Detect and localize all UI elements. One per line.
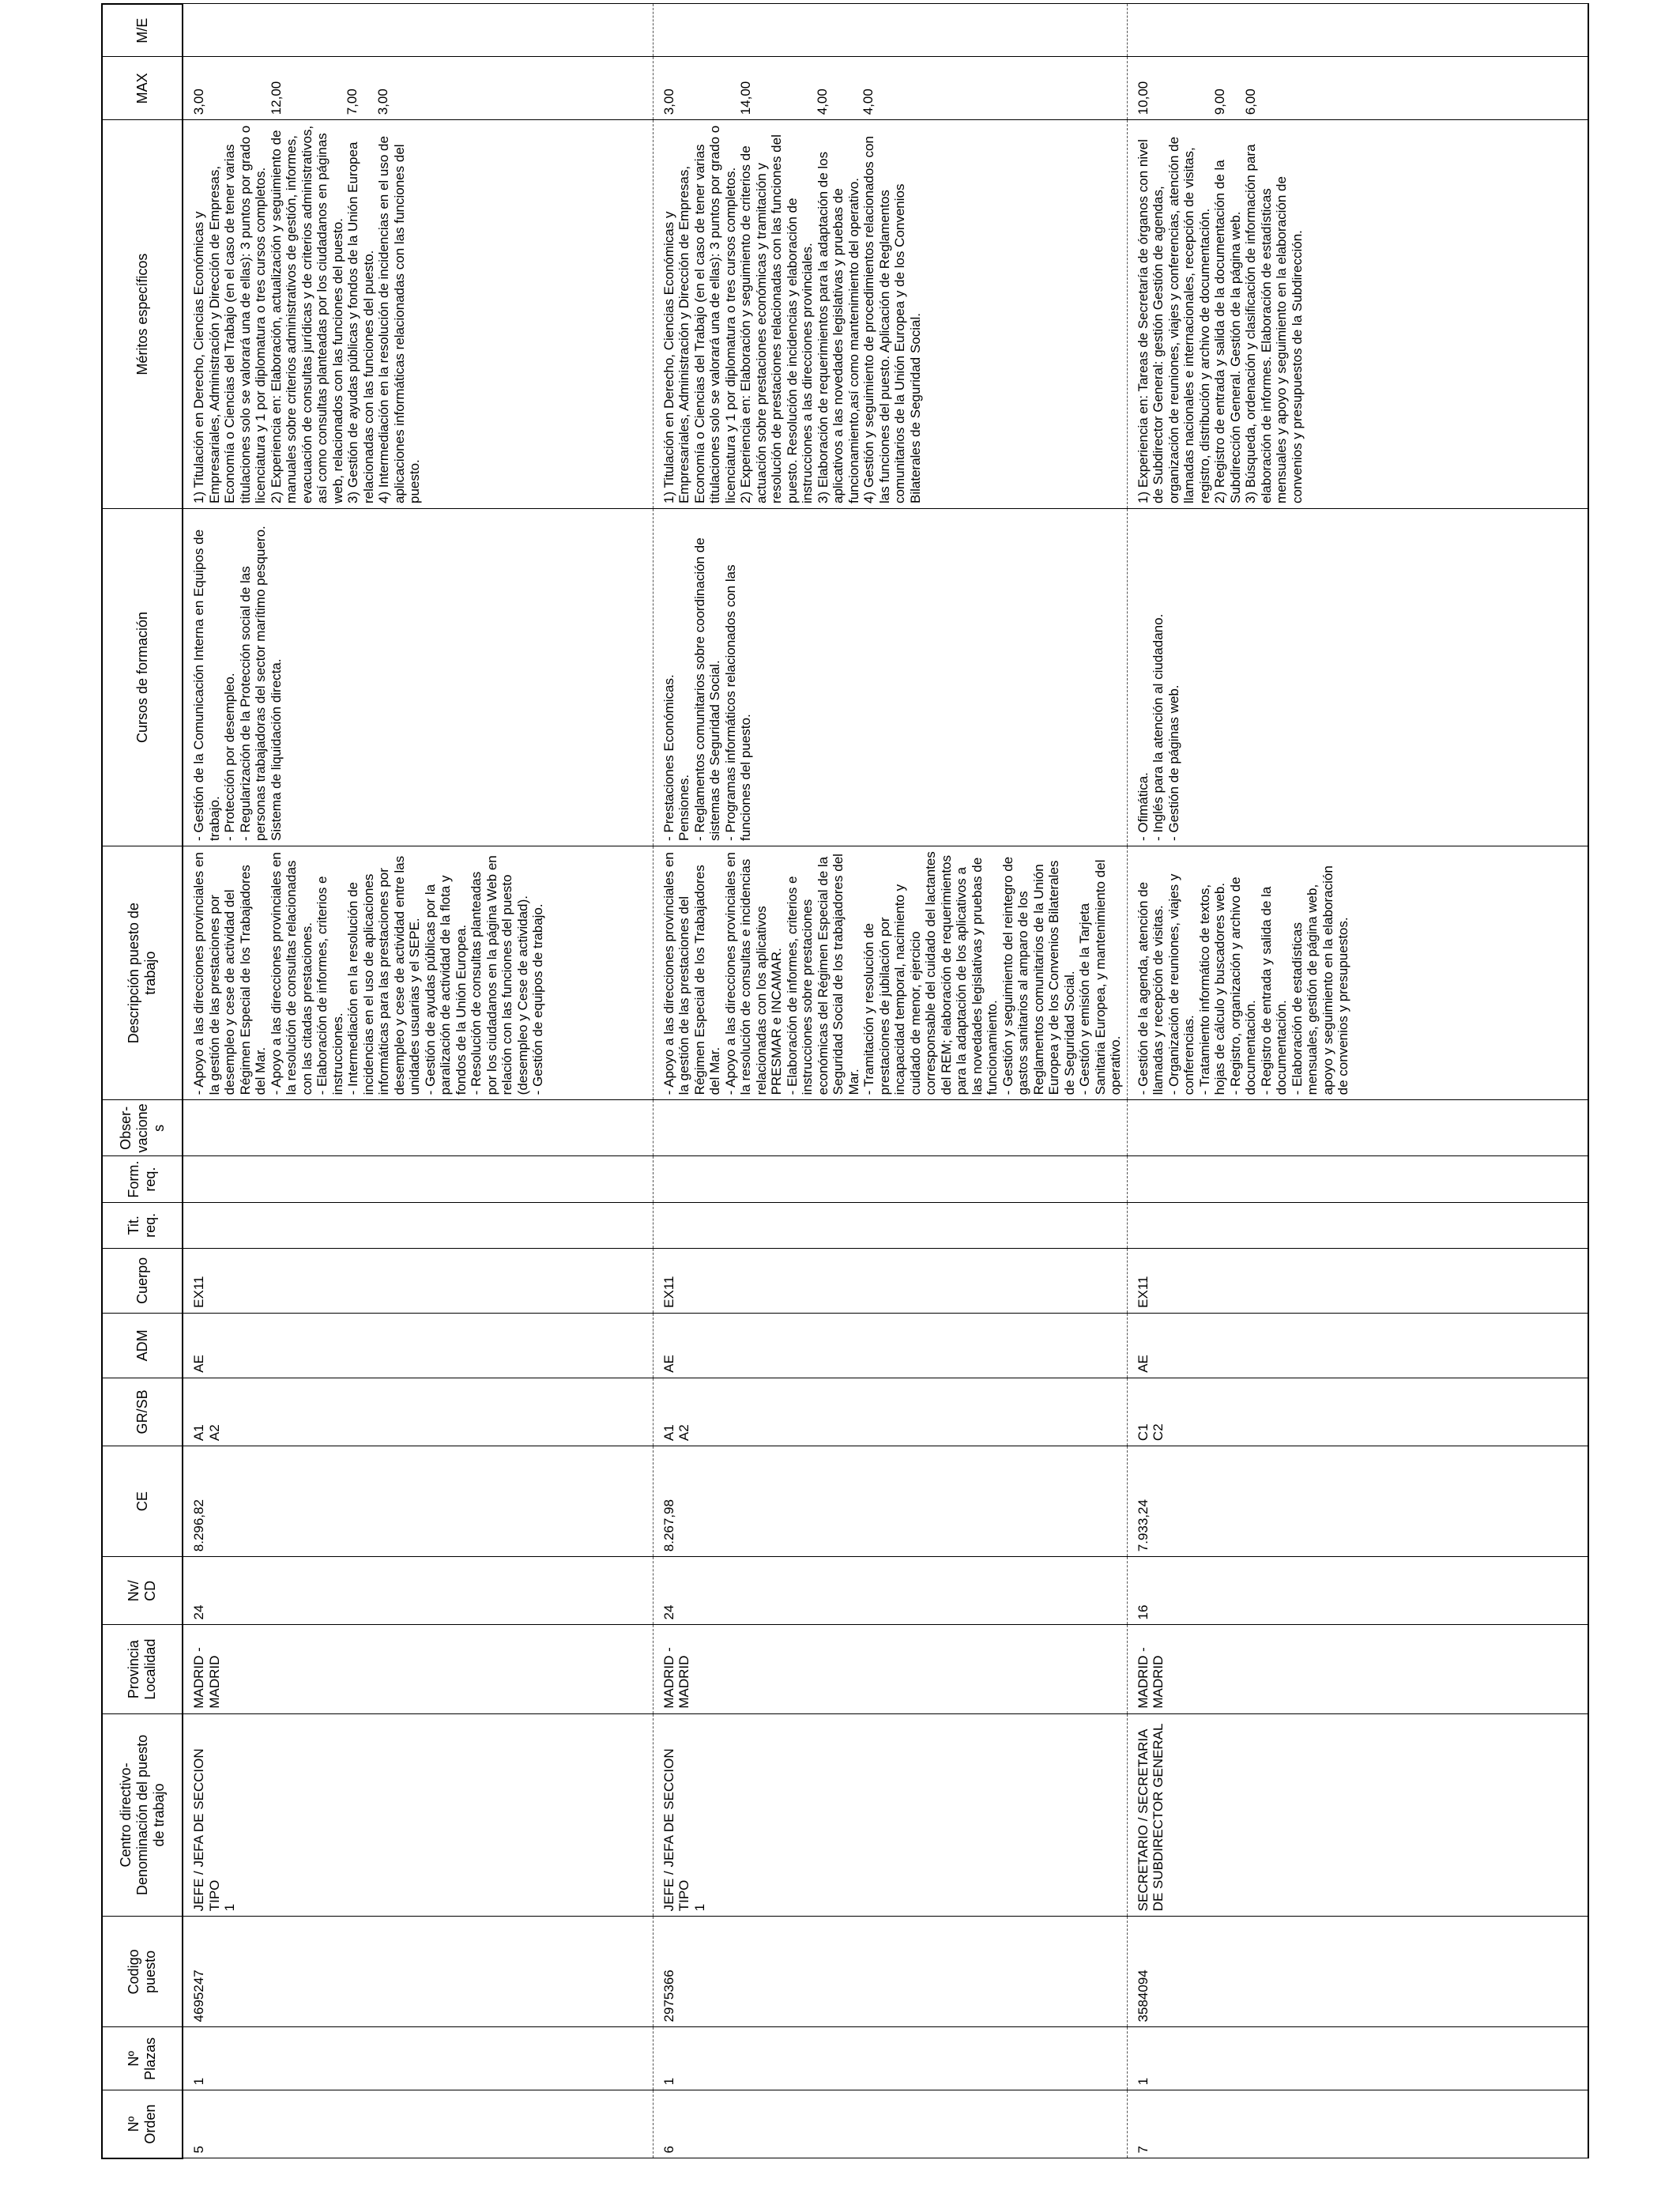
- cell-cursos: [653, 508, 1127, 846]
- cursos-value: - Gestión de la Comunicación Interna en Equipos de trabajo. - Protección por desempleo. - Regularización de la Protección social de las personas trabajadoras del sector marítimo pesquero. Sistema de liquidación directa.: [191, 526, 284, 841]
- cell-adm: [183, 1313, 653, 1378]
- merit-item: 3) Elaboración de requerimientos para la adaptación de los aplicativos a las novedades legislativas y pruebas de funcionamiento,así como mantenimiento del operativo.: [815, 151, 861, 503]
- table-body: [183, 4, 1588, 2158]
- cell-ce: [183, 1446, 653, 1557]
- centro-value: JEFE / JEFA DE SECCION TIPO 1: [191, 1748, 237, 1912]
- ce-value: 8.296,82: [191, 1499, 206, 1552]
- cuerpo-value: EX11: [1135, 1276, 1151, 1308]
- provincia-value: MADRID - MADRID: [1135, 1647, 1166, 1709]
- header-provincia: Provincia Localidad: [102, 1625, 183, 1713]
- header-ce: CE: [102, 1446, 183, 1557]
- cell-me: [183, 4, 653, 57]
- header-codigo: Codigo puesto: [102, 1917, 183, 2027]
- cell-grsb: [1127, 1378, 1588, 1446]
- ce-value: 8.267,98: [661, 1499, 676, 1552]
- cell-orden: [1127, 2090, 1588, 2158]
- cell-centro: [183, 1713, 653, 1917]
- merit-item: 1) Titulación en Derecho, Ciencias Económicas y Empresariales, Administración y Dirección de Empresas, Economía o Ciencias del Trabajo (en el caso de tener varias titulaciones solo se valorará una de ellas): 3 puntos por grado o licenciatura y 1 por diplomatura o tres cursos completos.: [661, 125, 738, 503]
- cell-adm: [653, 1313, 1127, 1378]
- cell-nivcd: [653, 1557, 1127, 1625]
- header-nivcd: Nv/ CD: [102, 1557, 183, 1625]
- cell-cuerpo: [1127, 1248, 1588, 1313]
- cell-cursos: [1127, 508, 1588, 846]
- header-me: M/E: [102, 4, 183, 57]
- header-grsb: GR/SB: [102, 1378, 183, 1446]
- cuerpo-value: EX11: [661, 1276, 676, 1308]
- cell-form: [653, 1156, 1127, 1202]
- cell-tit: [653, 1202, 1127, 1248]
- cell-me: [653, 4, 1127, 57]
- merit-max-value: 10,00: [1135, 81, 1151, 115]
- header-centro: Centro directivo- Denominación del puesto de trabajo: [102, 1713, 183, 1917]
- cell-centro: [653, 1713, 1127, 1917]
- ce-value: 7.933,24: [1135, 1499, 1151, 1552]
- codigo-value: 4695247: [191, 1970, 206, 2022]
- cell-codigo: [183, 1917, 653, 2027]
- merit-item: 1) Titulación en Derecho, Ciencias Económicas y Empresariales, Administración y Dirección de Empresas, Economía o Ciencias del Trabajo (en el caso de tener varias titulaciones solo se valorará una de ellas): 3 puntos por grado o licenciatura y 1 por diplomatura o tres cursos completos.: [191, 125, 268, 503]
- cell-codigo: [1127, 1917, 1588, 2027]
- cell-adm: [1127, 1313, 1588, 1378]
- adm-value: AE: [661, 1355, 676, 1373]
- cell-centro: [1127, 1713, 1588, 1917]
- provincia-value: MADRID - MADRID: [191, 1647, 222, 1709]
- header-plazas: Nº Plazas: [102, 2027, 183, 2090]
- merit-max-value: 9,00: [1212, 89, 1227, 115]
- merit-item: 3) Gestión de ayudas públicas y fondos de la Unión Europea relacionadas con las funciones del puesto.: [345, 141, 376, 503]
- cell-nivcd: [1127, 1557, 1588, 1625]
- header-meritos: Méritos específicos: [102, 120, 183, 509]
- desc-value: - Apoyo a las direcciones provinciales en la gestión de las prestaciones por desempleo y cese de actividad del Régimen Especial de los Trabajadores del Mar. - Apoyo a las direcciones provinciales en la resolución de consultas relacionadas con las citadas prestaciones. - Elaboración de informes, criterios e instrucciones. - Intermediación en la resolución de incidencias en el uso de aplicaciones informáticas para las prestaciones por desempleo y cese de actividad entre las unidades usuarias y el SEPE. - Gestión de ayudas públicas por la paralización de actividad de la flota y fondos de la Unión Europea. - Resolución de consultas planteadas por los ciudadanos en la página Web en relación con las funciones del puesto (desempleo y Cese de actividad). - Gestión de equipos de trabajo.: [191, 852, 545, 1095]
- merit-max-value: 3,00: [375, 89, 390, 115]
- orden-value: 5: [191, 2146, 206, 2154]
- header-tit: Tit. req.: [102, 1202, 183, 1248]
- adm-value: AE: [191, 1355, 206, 1373]
- cell-form: [183, 1156, 653, 1202]
- centro-value: SECRETARIO / SECRETARIA DE SUBDIRECTOR GENERAL: [1135, 1723, 1166, 1912]
- cuerpo-value: EX11: [191, 1276, 206, 1308]
- header-obs: Obser- vaciones: [102, 1100, 183, 1156]
- job-positions-table: [101, 3, 1589, 2159]
- cursos-value: - Ofimática. - Inglés para la atención al ciudadano. - Gestión de páginas web.: [1135, 613, 1181, 841]
- cell-max: [183, 57, 653, 120]
- cell-plazas: [183, 2027, 653, 2090]
- desc-value: - Gestión de la agenda, atención de llamadas y recepción de visitas. - Organización de reuniones, viajes y conferencias. - Tratamiento informático de textos, hojas de cálculo y buscadores web. - Registro, organización y archivo de documentación. - Registro de entrada y salida de la documentación. - Elaboración de estadísticas mensuales, gestión de página web, apoyo y seguimiento en la elaboración de convenios y presupuestos.: [1135, 865, 1350, 1095]
- cell-cursos: [183, 508, 653, 846]
- header-desc: Descripción puesto de trabajo: [102, 846, 183, 1100]
- merit-item: 1) Experiencia en: Tareas de Secretaría de órganos con nivel de Subdirector General: gestión Gestión de agendas, organización de reuniones, viajes y conferencias, atención de llamadas nacionales e internacionales, recepción de visitas, registro, distribución y archivo de documentación.: [1135, 136, 1212, 503]
- codigo-value: 3584094: [1135, 1970, 1151, 2022]
- cell-ce: [1127, 1446, 1588, 1557]
- merit-item: 4) Intermediación en la resolución de incidencias en el uso de aplicaciones informáticas relacionadas con las funciones del puesto.: [376, 136, 422, 503]
- table-row: [653, 4, 1127, 2158]
- cell-obs: [653, 1100, 1127, 1156]
- cell-form: [1127, 1156, 1588, 1202]
- orden-value: 7: [1135, 2146, 1151, 2154]
- cell-nivcd: [183, 1557, 653, 1625]
- cell-desc: [653, 846, 1127, 1100]
- header-cuerpo: Cuerpo: [102, 1248, 183, 1313]
- plazas-value: 1: [661, 2077, 676, 2086]
- codigo-value: 2975366: [661, 1970, 676, 2022]
- centro-value: JEFE / JEFA DE SECCION TIPO 1: [661, 1748, 707, 1912]
- cell-provincia: [653, 1625, 1127, 1713]
- grsb-value: A1 A2: [661, 1424, 691, 1442]
- header-cursos: Cursos de formación: [102, 508, 183, 846]
- merit-max-value: 7,00: [345, 89, 360, 115]
- nivcd-value: 16: [1135, 1604, 1151, 1620]
- cell-max: [1127, 57, 1588, 120]
- cell-me: [1127, 4, 1588, 57]
- merit-max-value: 3,00: [191, 89, 206, 115]
- cell-plazas: [653, 2027, 1127, 2090]
- table-row: [1127, 4, 1588, 2158]
- merit-item: 2) Experiencia en: Elaboración y seguimiento de criterios de actuación sobre prestaciones económicas y tramitación y resolución de prestaciones relacionadas con las funciones del puesto. Resolución de incidencias y elaboración de instrucciones a las direcciones provinciales.: [738, 134, 815, 503]
- cursos-value: - Prestaciones Económicas. Pensiones. - Reglamentos comunitarios sobre coordinación de sistemas de Seguridad Social. - Programas informáticos relacionados con las funciones del puesto.: [661, 537, 753, 841]
- cell-ce: [653, 1446, 1127, 1557]
- header-max: MAX: [102, 57, 183, 120]
- merit-max-value: 6,00: [1242, 89, 1258, 115]
- cell-tit: [1127, 1202, 1588, 1248]
- provincia-value: MADRID - MADRID: [661, 1647, 691, 1709]
- cell-grsb: [183, 1378, 653, 1446]
- merit-max-value: 4,00: [861, 89, 876, 115]
- cell-cuerpo: [183, 1248, 653, 1313]
- nivcd-value: 24: [191, 1604, 206, 1620]
- cell-provincia: [183, 1625, 653, 1713]
- plazas-value: 1: [191, 2077, 206, 2086]
- cell-orden: [183, 2090, 653, 2158]
- merit-max-value: 3,00: [661, 89, 676, 115]
- cell-grsb: [653, 1378, 1127, 1446]
- cell-cuerpo: [653, 1248, 1127, 1313]
- cell-obs: [1127, 1100, 1588, 1156]
- cell-orden: [653, 2090, 1127, 2158]
- cell-codigo: [653, 1917, 1127, 2027]
- cell-plazas: [1127, 2027, 1588, 2090]
- nivcd-value: 24: [661, 1604, 676, 1620]
- merit-item: 2) Experiencia en: Elaboración, actualización y seguimiento de manuales sobre criterios administrativos de gestión, informes, evacuación de consultas jurídicas y de criterios administrativos, así como consultas planteadas por los ciudadanos en páginas web, relacionados con las funciones del puesto.: [268, 125, 345, 503]
- plazas-value: 1: [1135, 2077, 1151, 2086]
- merit-max-value: 14,00: [738, 81, 753, 115]
- cell-tit: [183, 1202, 653, 1248]
- cell-meritos: [183, 120, 653, 509]
- adm-value: AE: [1135, 1355, 1151, 1373]
- cell-obs: [183, 1100, 653, 1156]
- header-adm: ADM: [102, 1313, 183, 1378]
- grsb-value: C1 C2: [1135, 1423, 1166, 1442]
- header-form: Form. req.: [102, 1156, 183, 1202]
- cell-meritos: [653, 120, 1127, 509]
- cell-meritos: [1127, 120, 1588, 509]
- cell-max: [653, 57, 1127, 120]
- cell-desc: [183, 846, 653, 1100]
- orden-value: 6: [661, 2146, 676, 2154]
- cell-provincia: [1127, 1625, 1588, 1713]
- cell-desc: [1127, 846, 1588, 1100]
- merit-max-value: 4,00: [814, 89, 830, 115]
- merit-max-value: 12,00: [268, 81, 284, 115]
- merit-item: 2) Registro de entrada y salida de la documentación de la Subdirección General. Gestión de la página web.: [1212, 160, 1243, 503]
- grsb-value: A1 A2: [191, 1424, 222, 1442]
- merit-item: 4) Gestión y seguimiento de procedimientos relacionados con las funciones del puesto. Aplicación de Reglamentos comunitarios de la Unión Europea y de los Convenios Bilaterales de Seguridad Social.: [861, 136, 923, 503]
- desc-value: - Apoyo a las direcciones provinciales en la gestión de las prestaciones del Régimen Especial de los Trabajadores del Mar. - Apoyo a las direcciones provinciales en la resolución de consultas e incidencias relacionadas con los aplicativos PRESMAR e INCAMAR. - Elaboración de informes, criterios e instrucciones sobre prestaciones económicas del Régimen Especial de la Seguridad Social de los trabajadores del Mar. - Tramitación y resolución de prestaciones de jubilación por incapacidad temporal, nacimiento y cuidado de menor, ejercicio corresponsable del cuidado del lactantes del REM; elaboración de requerimientos para la adaptación de los aplicativos a las novedades legislativas y pruebas de funcionamiento. - Gestión y seguimiento del reintegro de gastos sanitarios al amparo de los Reglamentos comunitarios de la Unión Europea y de los Convenios Bilaterales de Seguridad Social. - Gestión y emisión de la Tarjeta Sanitaria Europea, y mantenimiento del operativo.: [661, 851, 1123, 1095]
- header-row: [102, 4, 183, 2158]
- header-orden: Nº Orden: [102, 2090, 183, 2158]
- merit-item: 3) Búsqueda, ordenación y clasificación de información para elaboración de informes. Elaboración de estadísticas mensuales y apoyo y seguimiento en la elaboración de convenios y presupuestos de la Subdirección.: [1243, 144, 1305, 503]
- table-row: [183, 4, 653, 2158]
